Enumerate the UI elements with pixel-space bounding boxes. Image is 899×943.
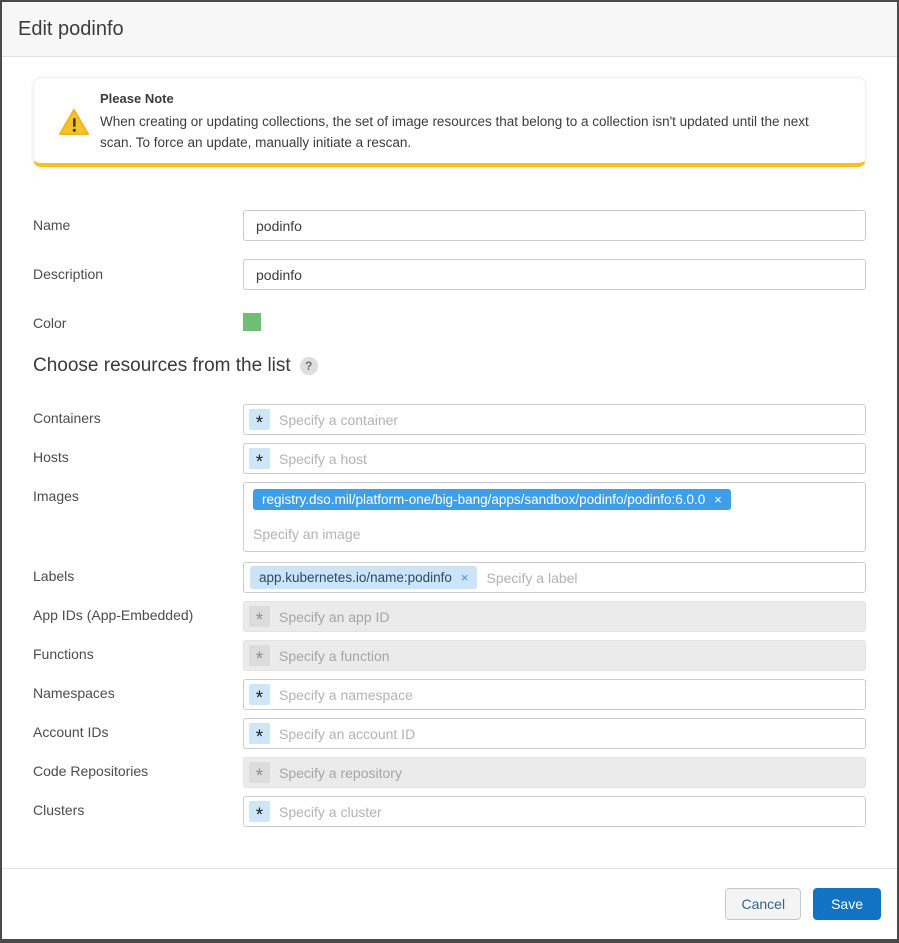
description-label: Description	[33, 266, 104, 282]
image-tag	[253, 489, 731, 510]
help-icon[interactable]: ?	[300, 357, 318, 375]
notice-banner	[33, 77, 866, 167]
account-ids-row	[33, 718, 866, 749]
code-repositories-input	[279, 761, 857, 785]
dialog-header	[2, 2, 897, 57]
wildcard-icon: *	[249, 723, 270, 744]
images-field[interactable]	[243, 482, 866, 552]
name-row	[33, 210, 866, 241]
functions-input	[279, 644, 857, 668]
app-ids-field	[243, 601, 866, 632]
wildcard-icon: *	[249, 606, 270, 627]
images-label: Images	[33, 488, 79, 504]
save-button[interactable]: Save	[813, 888, 881, 920]
clusters-row	[33, 796, 866, 827]
code-repositories-label: Code Repositories	[33, 763, 149, 779]
label-tag	[250, 566, 477, 589]
clusters-field[interactable]	[243, 796, 866, 827]
wildcard-icon: *	[249, 801, 270, 822]
warning-triangle-icon	[48, 91, 100, 153]
wildcard-icon: *	[249, 762, 270, 783]
color-label: Color	[33, 315, 67, 331]
name-field[interactable]	[243, 210, 866, 241]
app-ids-input	[279, 605, 857, 629]
notice-title: Please Note	[100, 91, 174, 106]
resources-section-heading	[33, 355, 866, 377]
images-input[interactable]	[253, 522, 857, 546]
hosts-label: Hosts	[33, 449, 69, 465]
wildcard-icon: *	[249, 645, 270, 666]
containers-row	[33, 404, 866, 435]
app-ids-row	[33, 601, 866, 632]
hosts-field[interactable]	[243, 443, 866, 474]
resources-heading-text: Choose resources from the list	[33, 355, 291, 376]
description-field[interactable]	[243, 259, 866, 290]
wildcard-icon: *	[249, 448, 270, 469]
hosts-row	[33, 443, 866, 474]
functions-row	[33, 640, 866, 671]
functions-label: Functions	[33, 646, 94, 662]
name-label: Name	[33, 217, 71, 233]
color-swatch[interactable]	[243, 313, 261, 331]
namespaces-label: Namespaces	[33, 685, 115, 701]
containers-input[interactable]	[279, 408, 857, 432]
wildcard-icon: *	[249, 684, 270, 705]
namespaces-input[interactable]	[279, 683, 857, 707]
page-title: Edit podinfo	[18, 18, 124, 40]
cancel-button[interactable]: Cancel	[725, 888, 801, 920]
functions-field	[243, 640, 866, 671]
containers-field[interactable]	[243, 404, 866, 435]
containers-label: Containers	[33, 410, 101, 426]
account-ids-field[interactable]	[243, 718, 866, 749]
notice-content	[100, 91, 847, 153]
app-ids-label: App IDs (App-Embedded)	[33, 607, 194, 623]
images-row	[33, 482, 866, 552]
hosts-input[interactable]	[279, 447, 857, 471]
account-ids-label: Account IDs	[33, 724, 109, 740]
labels-input[interactable]	[486, 566, 857, 590]
labels-row	[33, 562, 866, 593]
labels-field[interactable]	[243, 562, 866, 593]
namespaces-row	[33, 679, 866, 710]
notice-body: When creating or updating collections, the set of image resources that belong to a collection isn't updated until the next scan. To force an update, manually initiate a rescan.	[100, 114, 809, 150]
account-ids-input[interactable]	[279, 722, 857, 746]
clusters-label: Clusters	[33, 802, 85, 818]
dialog-footer	[2, 868, 897, 939]
description-row	[33, 259, 866, 290]
namespaces-field[interactable]	[243, 679, 866, 710]
color-row	[33, 308, 866, 331]
labels-label: Labels	[33, 568, 75, 584]
code-repositories-field	[243, 757, 866, 788]
dialog-body	[2, 57, 897, 868]
clusters-input[interactable]	[279, 800, 857, 824]
image-tag-text: registry.dso.mil/platform-one/big-bang/apps/sandbox/podinfo/podinfo:6.0.0	[262, 492, 706, 507]
code-repositories-row	[33, 757, 866, 788]
remove-tag-icon[interactable]: ×	[460, 570, 469, 585]
wildcard-icon: *	[249, 409, 270, 430]
remove-tag-icon[interactable]: ×	[714, 492, 722, 507]
label-tag-text: app.kubernetes.io/name:podinfo	[259, 570, 452, 585]
